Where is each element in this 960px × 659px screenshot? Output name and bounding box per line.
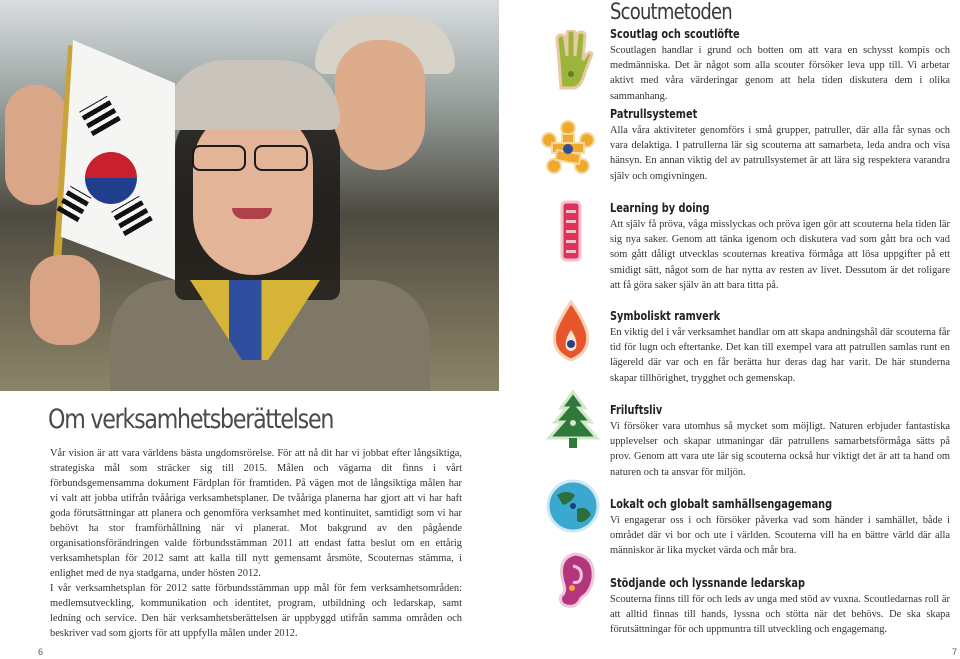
method-section <box>610 308 950 386</box>
fir-tree-icon <box>545 390 601 452</box>
section-heading: Scoutlag och scoutlöfte <box>610 26 740 41</box>
page-number: 6 <box>38 647 44 657</box>
section-heading: Symboliskt ramverk <box>610 308 721 323</box>
hand <box>30 255 100 345</box>
section-heading: Patrullsystemet <box>610 106 698 121</box>
section-title: Scoutmetoden <box>610 0 732 25</box>
section-text: En viktig del i vår verksamhet handlar om att skapa andningshål där scouterna får tid för lugn och eftertanke. Det kan till exempel vara att patrullen samlas runt en lägereld där var och en får berätta hur deras dag har varit. De här stunderna skapar tillhörighet, trygghet och gemenskap. <box>610 327 950 384</box>
method-section <box>610 26 950 104</box>
scouts-photo <box>0 0 499 391</box>
scout-face <box>193 110 313 275</box>
background-scout-face <box>335 40 425 170</box>
section-heading: Learning by doing <box>610 200 710 215</box>
section-text: Vi försöker vara utomhus så mycket som möjligt. Naturen erbjuder fantastiska upplevelser och skapar utmaningar där patrullens samarbetsförmåga sätts på prov. Genom att vara ute lär sig scouterna också hur viktigt det är att ta hand om naturen och ta ansvar för miljön. <box>610 421 950 478</box>
section-heading: Stödjande och lyssnande ledarskap <box>610 575 805 590</box>
method-section <box>610 200 950 293</box>
glasses <box>190 145 310 169</box>
ear-icon <box>545 550 601 612</box>
smile <box>232 208 272 219</box>
measuring-stick-icon <box>543 200 599 262</box>
section-text: Scouterna finns till för och leds av unga med stöd av vuxna. Scoutledarnas roll är att alltid finnas till hands, lyssna och stötta när det behövs. De ska skapa förutsättningar för och uppmuntra till utveckling och engagemang. <box>610 594 950 636</box>
scout-salute-hand-icon <box>543 30 599 92</box>
section-heading: Lokalt och globalt samhällsengagemang <box>610 496 833 511</box>
flag-taeguk-symbol <box>85 152 137 204</box>
method-section <box>610 402 950 480</box>
method-section <box>610 496 950 559</box>
intro-paragraph: Vår vision är att vara världens bästa ungdomsrörelse. För att nå dit har vi jobbat efter långsiktiga, strategiska mål som sträcker sig till 2015. Målen och vägarna dit finns i vårt förbundsgemensamma dokument Färdplan för framtiden. På vägen mot de långsiktiga målen har vi valt att jobba utifrån tvååriga verksamhetsplaner. De tvååriga planerna har gjort att vi har haft goda förutsättningar att planera och genomföra verksamhet med kontinuitet, samtidigt som vi har behövt ha stor framförhållning när vi planerat. Mot bakgrund av den pågående organisationsförändringen valde förbundsstämman 2011 att endast fatta beslut om en ettårig verksamhetsplan för 2012 samt att kalla till nytt gemensamt årsmöte, Scouternas stämma, i enlighet med de nya stadgarna, under hösten 2012. <box>50 448 462 579</box>
page-title: Om verksamhetsberättelsen <box>48 404 334 435</box>
section-text: Vi engagerar oss i och försöker påverka vad som händer i samhället, både i området där vi bor och ute i världen. Scouterna vill ha en bättre värld där alla människor är lika mycket värda och mår bra. <box>610 515 950 557</box>
method-section <box>610 106 950 184</box>
patrol-group-icon <box>540 118 596 180</box>
section-text: Alla våra aktiviteter genomförs i små grupper, patruller, där alla får synas och vara delaktiga. I patrullerna lär sig scouterna att samarbeta, leda andra och visa hänsyn. En annan viktig del av patrullsystemet är att lära sig respektera varandra själv och omgivningen. <box>610 125 950 182</box>
section-text: Att själv få pröva, våga misslyckas och pröva igen gör att scouterna hela tiden lär sig nya saker. Genom att tänka igenom och diskutera vad som gått bra och vad som gått dåligt utvecklas scouternas kreativa förmåga att lösa uppgifter på ett smidigt sätt, något som de har nytta av resten av livet. Dessutom är det roligare att få göra saker själv än att bara titta på. <box>610 219 950 291</box>
globe-icon <box>545 475 601 537</box>
section-heading: Friluftsliv <box>610 402 663 417</box>
goals-paragraph: I vår verksamhetsplan för 2012 satte förbundsstämman upp mål för fem verksamhetsområden: medlemsutveckling, kommunikation och identitet, program, utbildning och ledarskap, samt ledning och service. Den här verksamhetsberättelsen är uppbyggd utifrån samma områden och beskriver vad som gjorts för att uppfylla målen under 2012. <box>50 583 462 639</box>
scout-hat <box>165 60 340 130</box>
method-section <box>610 575 950 638</box>
page-number: 7 <box>952 647 958 657</box>
flame-icon <box>543 300 599 362</box>
section-text: Scoutlagen handlar i grund och botten om att vara en schysst kompis och medmänniska. Det är något som alla scouter försöker leva upp till. Vi arbetar aktivt med våra värderingar genom att hela tiden diskutera dem i olika sammanhang. <box>610 45 950 102</box>
